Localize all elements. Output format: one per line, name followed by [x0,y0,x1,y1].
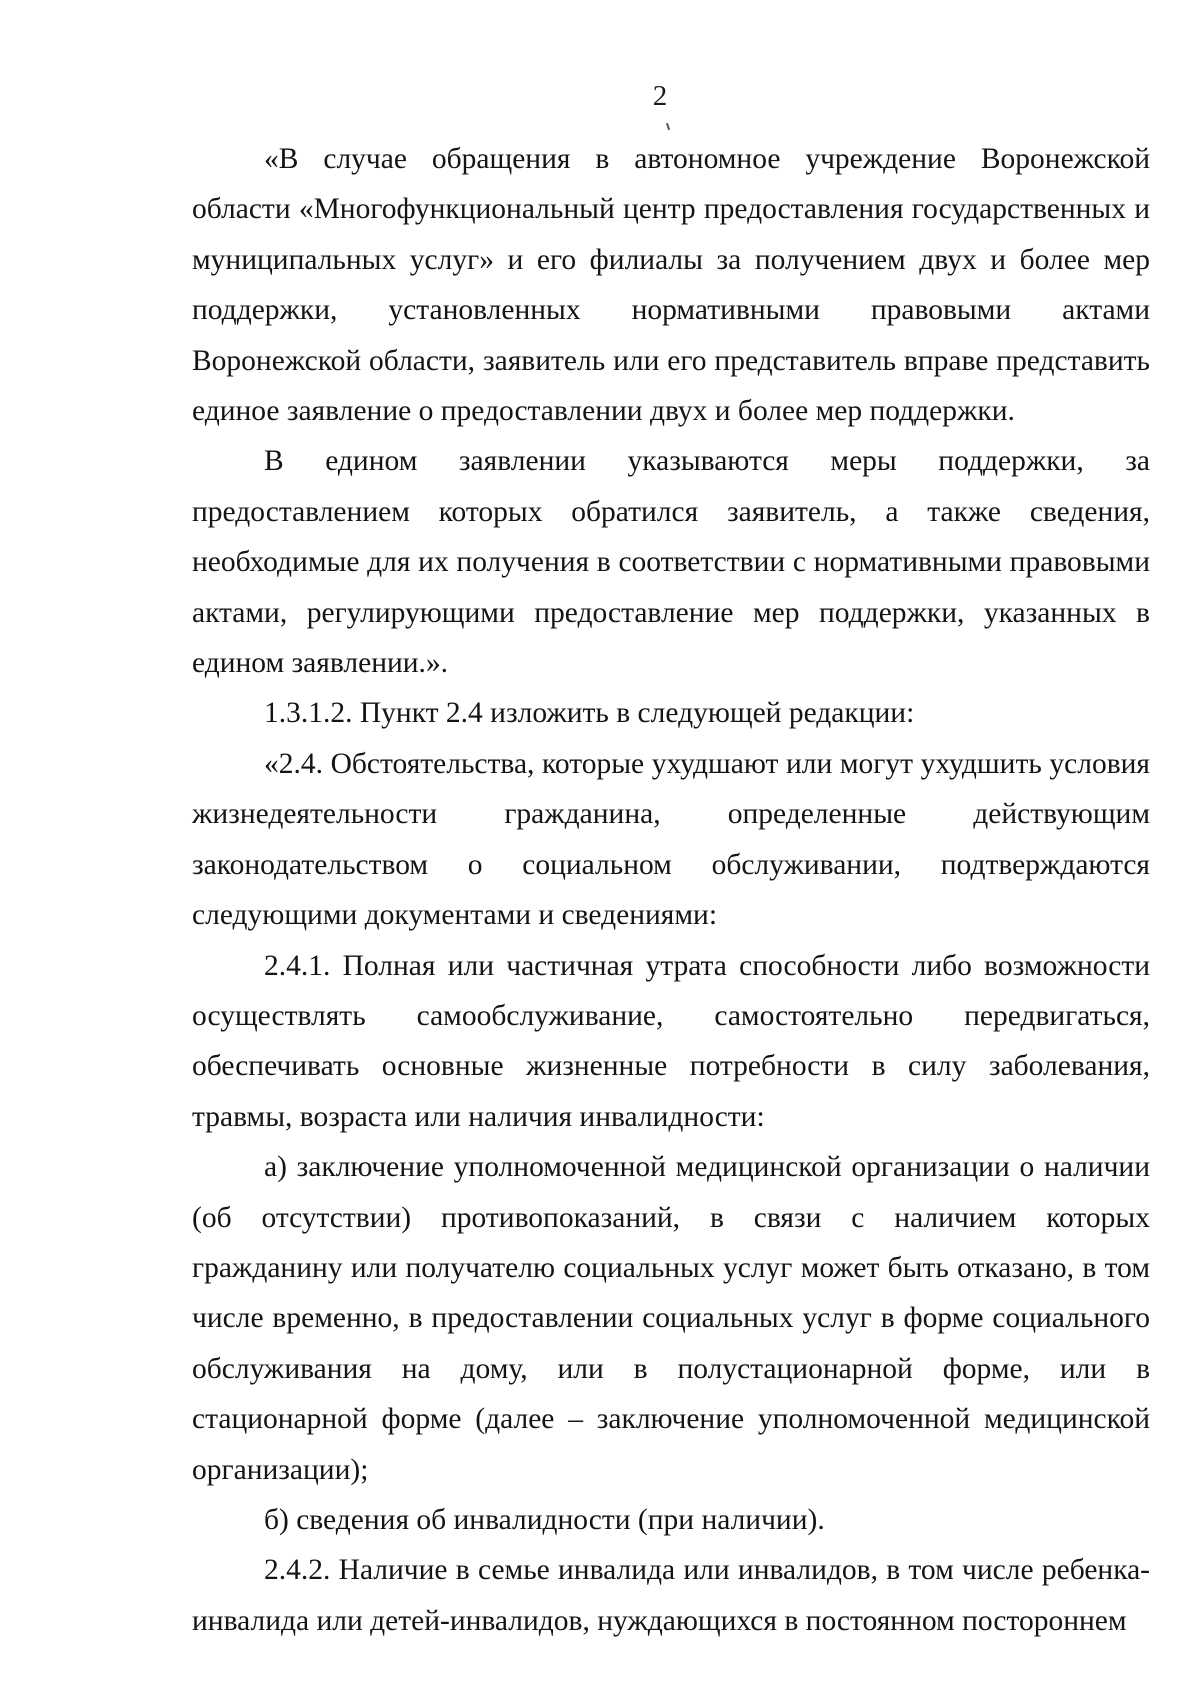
paragraph-clause-2-4: «2.4. Обстоятельства, которые ухудшают или могут ухудшить условия жизнедеятельности гражданина, определенные действующим законодательством о социальном обслуживании, подтверждаются следующими документами и сведениями: [192,747,1150,932]
paragraph-clause-2-4-2: 2.4.2. Наличие в семье инвалида или инвалидов, в том числе ребенка-инвалида или детей-инвалидов, нуждающихся в постоянном постороннем [192,1554,1150,1637]
paragraph-clause-1-3-1-2: 1.3.1.2. Пункт 2.4 изложить в следующей редакции: [264,697,915,730]
scan-mark [666,123,670,130]
document-body [192,134,1150,1646]
paragraph-single-application-content: В едином заявлении указываются меры поддержки, за предоставлением которых обратился заявитель, а также сведения, необходимые для их получения в соответствии с нормативными правовыми актами, регулирующими предоставление мер поддержки, указанных в едином заявлении.». [192,445,1150,680]
paragraph-clause-2-4-1: 2.4.1. Полная или частичная утрата способности либо возможности осуществлять самообслуживание, самостоятельно передвигаться, обеспечивать основные жизненные потребности в силу заболевания, травмы, возраста или наличия инвалидности: [192,949,1150,1133]
page-number: 2 [652,80,668,112]
paragraph-single-application-mfc: «В случае обращения в автономное учреждение Воронежской области «Многофункциональный центр предоставления государственных и муниципальных услуг» и его филиалы за получением двух и более мер поддержки, установленных нормативными правовыми актами Воронежской области, заявитель или его представитель вправе представить единое заявление о предоставлении двух и более мер поддержки. [192,143,1150,428]
paragraph-item-a: а) заключение уполномоченной медицинской организации о наличии (об отсутствии) противопоказаний, в связи с наличием которых гражданину или получателю социальных услуг может быть отказано, в том числе временно, в предоставлении социальных услуг в форме социального обслуживания на дому, или в полустационарной форме, или в стационарной форме (далее – заключение уполномоченной медицинской организации); [192,1151,1150,1486]
paragraph-item-b: б) сведения об инвалидности (при наличии). [264,1503,825,1536]
